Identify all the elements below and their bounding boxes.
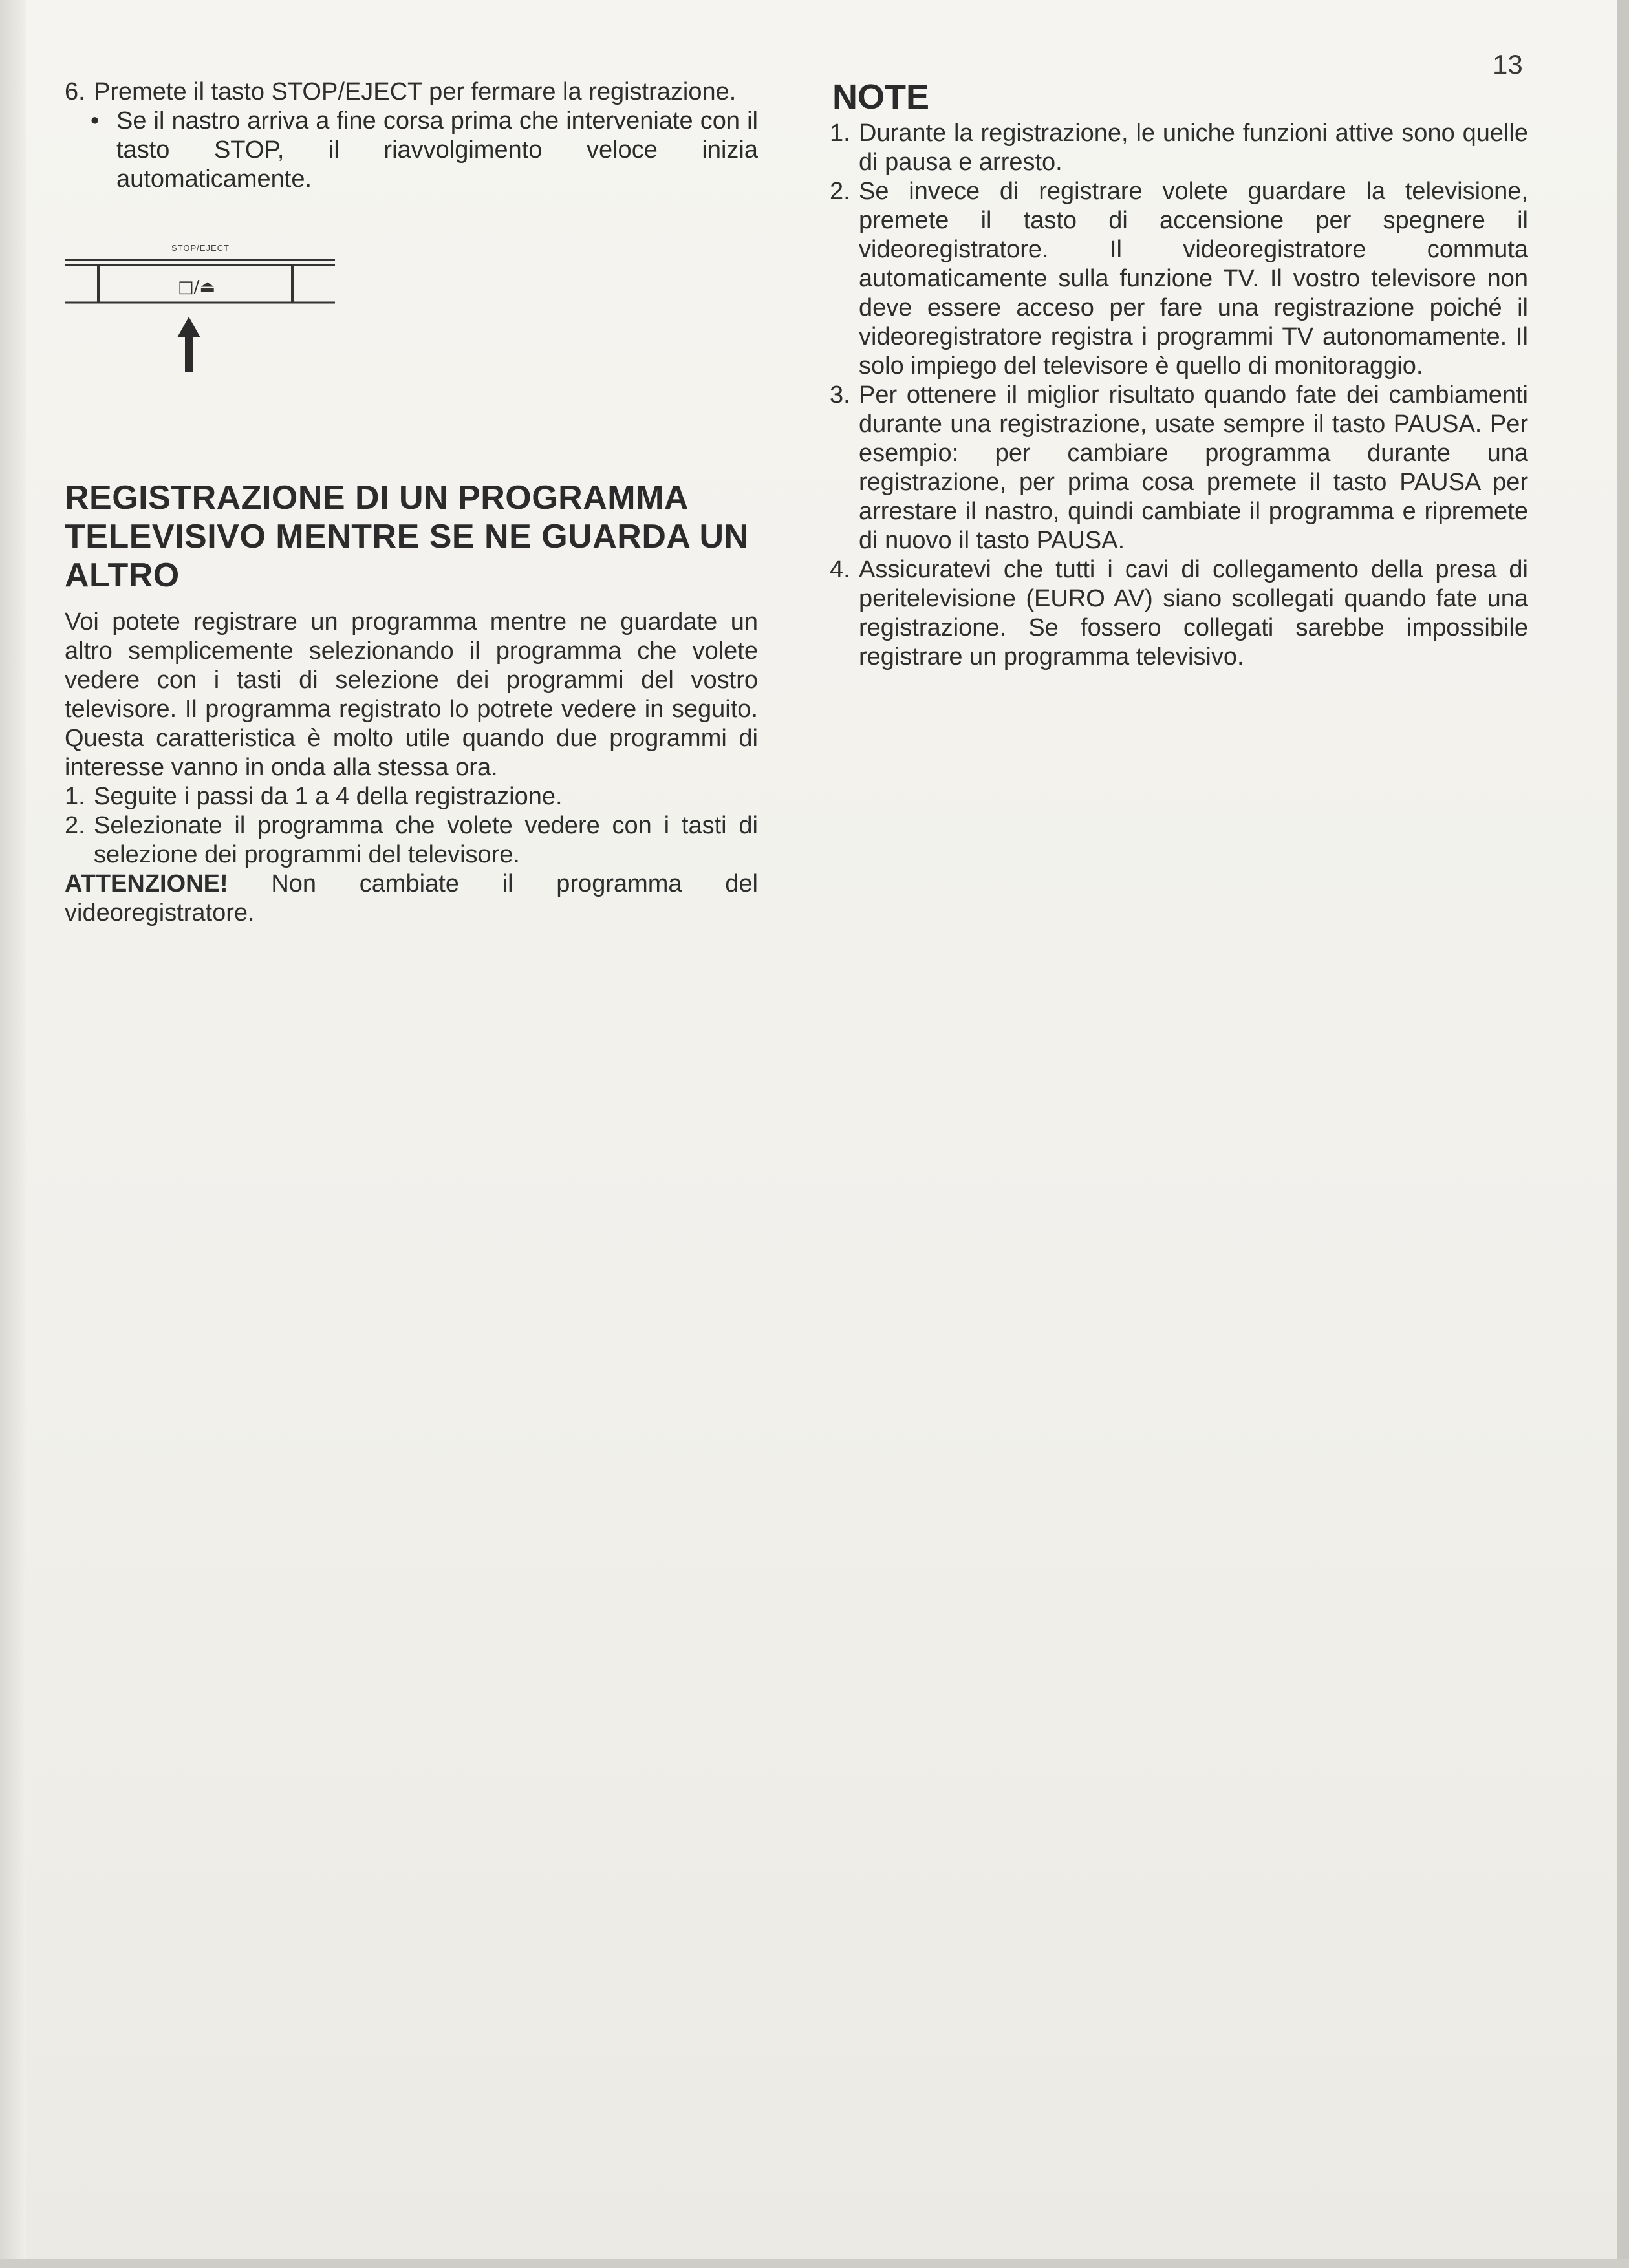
step-6-text: Premete il tasto STOP/EJECT per fermare la registrazione. bbox=[94, 78, 737, 105]
note-1-text: Durante la registrazione, le uniche funzioni attive sono quelle di pausa e arresto. bbox=[859, 120, 1528, 176]
step-2-text: Selezionate il programma che volete vedere con i tasti di selezione dei programmi del televisore. bbox=[94, 812, 758, 868]
stop-eject-label: STOP/EJECT bbox=[171, 243, 230, 253]
note-title: NOTE bbox=[832, 78, 930, 116]
step-1 bbox=[65, 782, 758, 811]
step-6-number: 6. bbox=[65, 78, 85, 105]
note-3-number: 3. bbox=[830, 381, 850, 409]
page-right-edge bbox=[1617, 0, 1629, 2268]
step-1-number: 1. bbox=[65, 783, 85, 810]
up-arrow-icon bbox=[177, 317, 200, 372]
warning-label: ATTENZIONE! bbox=[65, 870, 228, 897]
note-1-number: 1. bbox=[830, 120, 850, 147]
note-1 bbox=[830, 119, 1528, 177]
warning-paragraph bbox=[65, 870, 758, 928]
stop-eject-diagram bbox=[65, 239, 336, 381]
left-column bbox=[65, 78, 758, 928]
section-intro: Voi potete registrare un programma mentre ne guardate un altro semplicemente selezionando il programma che volete vedere con i tasti di selezione dei programmi del vostro televisore. Il programma registrato lo potrete vedere in seguito. Questa caratteristica è molto utile quando due programmi di interesse vanno in onda alla stessa ora. bbox=[65, 608, 758, 781]
page-number: 13 bbox=[1493, 49, 1523, 80]
step-1-text: Seguite i passi da 1 a 4 della registrazione. bbox=[94, 783, 563, 810]
note-2-text: Se invece di registrare volete guardare la televisione, premete il tasto di accensione per spegnere il videoregistratore. Il videoregistratore commuta automaticamente sulla funzione TV. Il vostro televisore non deve essere acceso per fare una registrazione poiché il videoregistratore registra i programmi TV autonomamente. Il solo impiego del televisore è quello di monitoraggio. bbox=[859, 178, 1528, 380]
note-2-number: 2. bbox=[830, 178, 850, 205]
section-heading: REGISTRAZIONE DI UN PROGRAMMA TELEVISIVO MENTRE SE NE GUARDA UN ALTRO bbox=[65, 479, 749, 594]
stop-eject-figure bbox=[65, 239, 336, 381]
right-column bbox=[830, 78, 1528, 672]
stop-eject-symbol: □/⏏ bbox=[178, 277, 215, 297]
step-6-bullet bbox=[65, 107, 758, 194]
page-bottom-edge bbox=[0, 2259, 1629, 2268]
page-left-edge bbox=[0, 0, 26, 2268]
warning-text: Non cambiate il programma del videoregistratore. bbox=[65, 870, 758, 926]
bullet-dot: • bbox=[91, 107, 100, 134]
note-4 bbox=[830, 555, 1528, 672]
step-2-number: 2. bbox=[65, 812, 85, 839]
note-3-text: Per ottenere il miglior risultato quando fate dei cambiamenti durante una registrazione, usate sempre il tasto PAUSA. Per esempio: per cambiare programma durante una registrazione, per prima cosa premete il tasto PAUSA per arrestare il nastro, quindi cambiate il programma e ripremete di nuovo il tasto PAUSA. bbox=[859, 381, 1528, 554]
note-2 bbox=[830, 177, 1528, 381]
note-4-number: 4. bbox=[830, 556, 850, 583]
step-6-bullet-text: Se il nastro arriva a fine corsa prima che interveniate con il tasto STOP, il riavvolgimento veloce inizia automaticamente. bbox=[116, 107, 758, 193]
note-3 bbox=[830, 381, 1528, 555]
note-4-text: Assicuratevi che tutti i cavi di collegamento della presa di peritelevisione (EURO AV) siano scollegati quando fate una registrazione. Se fossero collegati sarebbe impossibile registrare un programma televisivo. bbox=[859, 556, 1528, 670]
step-6 bbox=[65, 78, 758, 107]
step-2 bbox=[65, 811, 758, 870]
